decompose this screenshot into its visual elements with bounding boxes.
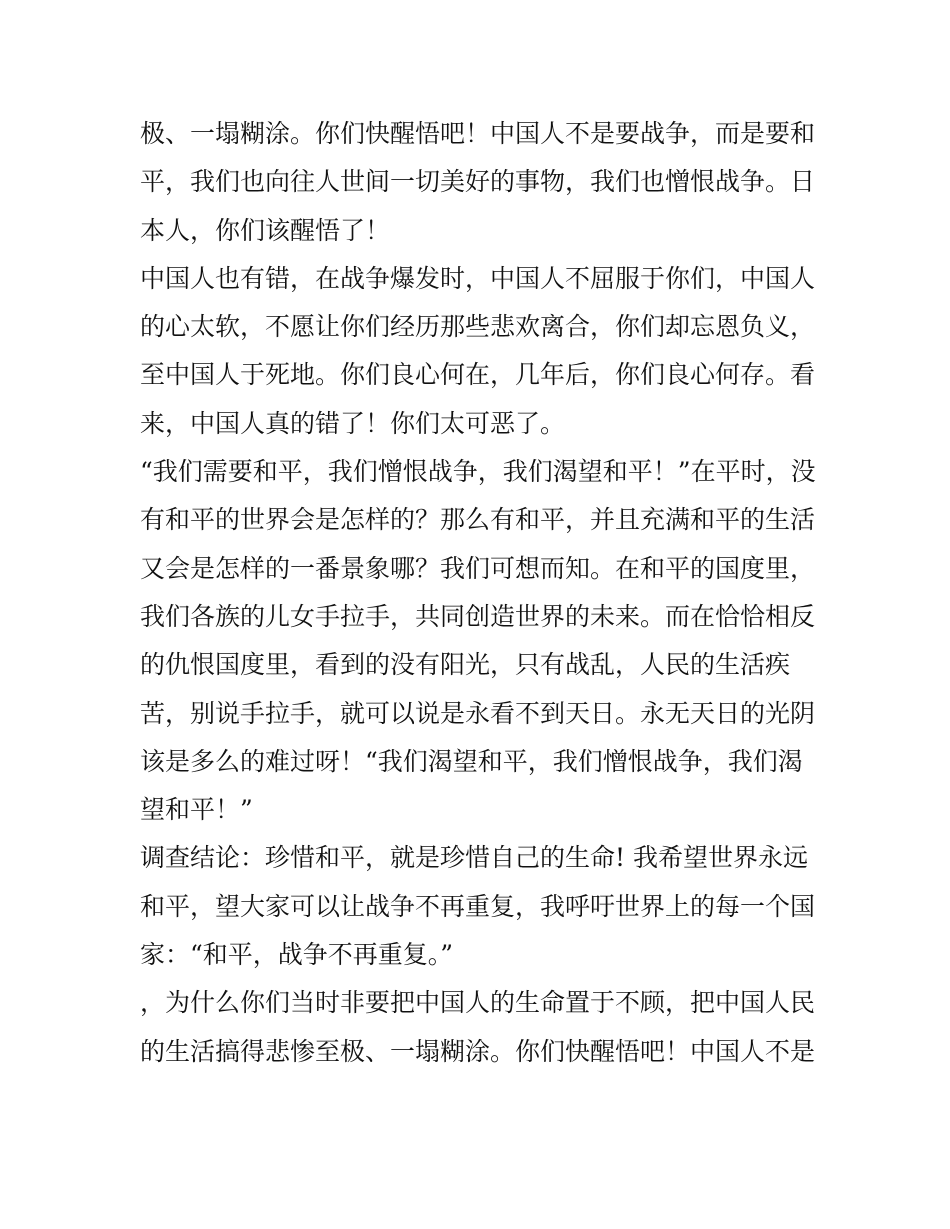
text-line: 中国人也有错，在战争爆发时，中国人不屈服于你们，中国人 — [140, 263, 816, 293]
text-line: 的生活搞得悲惨至极、一塌糊涂。你们快醒悟吧！中国人不是 — [140, 1036, 816, 1066]
text-line: 来，中国人真的错了！你们太可恶了。 — [140, 408, 566, 438]
text-line: 的仇恨国度里，看到的没有阳光，只有战乱，人民的生活疾 — [140, 650, 791, 680]
text-line: 苦，别说手拉手，就可以说是永看不到天日。永无天日的光阴 — [140, 698, 816, 728]
text-line: 我们各族的儿女手拉手，共同创造世界的未来。而在恰恰相反 — [140, 601, 816, 631]
text-line: 极、一塌糊涂。你们快醒悟吧！中国人不是要战争，而是要和 — [140, 119, 816, 148]
text-line: 家：“和平，战争不再重复。” — [140, 940, 454, 970]
text-line: 望和平！” — [140, 795, 253, 825]
text-line: 和平，望大家可以让战争不再重复，我呼吁世界上的每一个国 — [140, 891, 816, 921]
text-line: 调查结论：珍惜和平，就是珍惜自己的生命! 我希望世界永远 — [140, 843, 808, 873]
text-line: 该是多么的难过呀！“我们渴望和平，我们憎恨战争，我们渴 — [140, 746, 803, 776]
text-line: 又会是怎样的一番景象哪？我们可想而知。在和平的国度里， — [140, 553, 816, 583]
text-line: 本人，你们该醒悟了！ — [140, 215, 391, 245]
text-line: 有和平的世界会是怎样的？那么有和平，并且充满和平的生活 — [140, 505, 816, 535]
text-line: 平，我们也向往人世间一切美好的事物，我们也憎恨战争。日 — [140, 167, 816, 197]
text-line: ，为什么你们当时非要把中国人的生命置于不顾，把中国人民 — [140, 988, 816, 1018]
body-text — [140, 110, 820, 1076]
text-line: 至中国人于死地。你们良心何在，几年后，你们良心何存。看 — [140, 360, 816, 390]
text-line: “我们需要和平，我们憎恨战争，我们渴望和平！”在平时，没 — [140, 457, 816, 487]
text-line: 的心太软，不愿让你们经历那些悲欢离合，你们却忘恩负义， — [140, 312, 816, 342]
